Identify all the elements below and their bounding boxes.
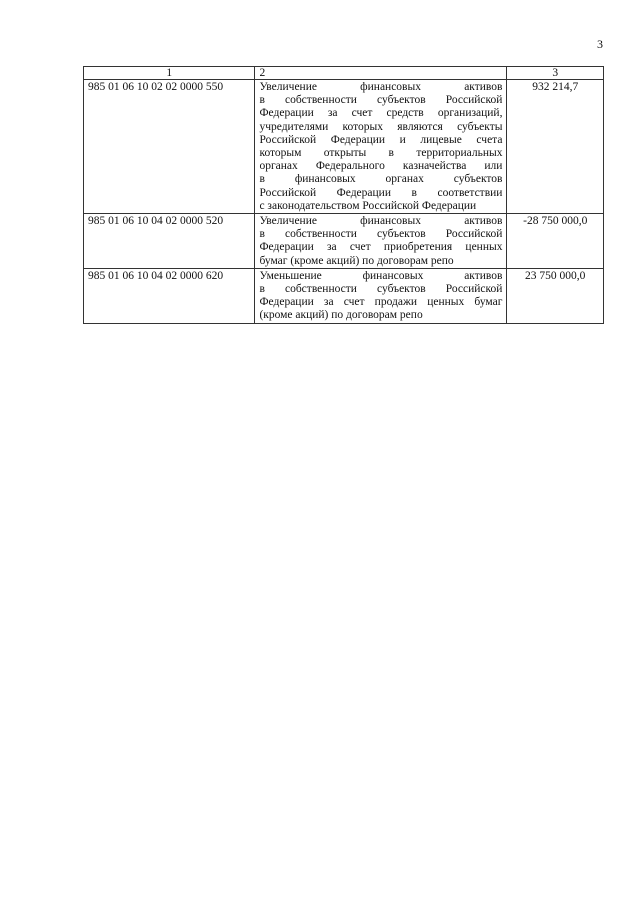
amount-cell: -28 750 000,0 — [507, 214, 604, 269]
description-line: Федерации за счет приобретения ценных — [259, 241, 503, 254]
amount-cell: 23 750 000,0 — [507, 268, 604, 323]
column-header-2: 2 — [255, 67, 507, 80]
table-row — [84, 268, 604, 323]
description-line: Федерации за счет средств организаций, — [259, 107, 503, 120]
description-line: учредителями которых являются субъекты — [259, 120, 503, 133]
description-cell — [255, 80, 507, 214]
table-header-row — [84, 67, 604, 80]
description-line: Российской Федерации в соответствии — [259, 186, 503, 199]
description-line: в собственности субъектов Российской — [259, 228, 503, 241]
description-line: Уменьшение финансовых активов — [259, 269, 503, 282]
description-line: органах Федерального казначейства или — [259, 160, 503, 173]
description-line: бумаг (кроме акций) по договорам репо — [259, 254, 454, 267]
description-cell — [255, 214, 507, 269]
description-line: с законодательством Российской Федерации — [259, 199, 477, 212]
description-line: в финансовых органах субъектов — [259, 173, 503, 186]
budget-code-cell: 985 01 06 10 04 02 0000 620 — [84, 268, 255, 323]
budget-code-cell: 985 01 06 10 04 02 0000 520 — [84, 214, 255, 269]
column-header-1: 1 — [84, 67, 255, 80]
description-line: Увеличение финансовых активов — [259, 81, 503, 93]
description-line: в собственности субъектов Российской — [259, 94, 503, 107]
budget-sources-table — [83, 66, 604, 324]
table-row — [84, 80, 604, 214]
description-line: которым открыты в территориальных — [259, 147, 503, 160]
budget-code-cell: 985 01 06 10 02 02 0000 550 — [84, 80, 255, 214]
column-header-3: 3 — [507, 67, 604, 80]
amount-cell: 932 214,7 — [507, 80, 604, 214]
description-cell — [255, 268, 507, 323]
page-number: 3 — [597, 37, 603, 51]
description-line: (кроме акций) по договорам репо — [259, 309, 423, 322]
description-line: Федерации за счет продажи ценных бумаг — [259, 296, 503, 309]
description-line: в собственности субъектов Российской — [259, 283, 503, 296]
description-line: Увеличение финансовых активов — [259, 215, 503, 228]
table-row — [84, 214, 604, 269]
description-line: Российской Федерации и лицевые счета — [259, 133, 503, 146]
